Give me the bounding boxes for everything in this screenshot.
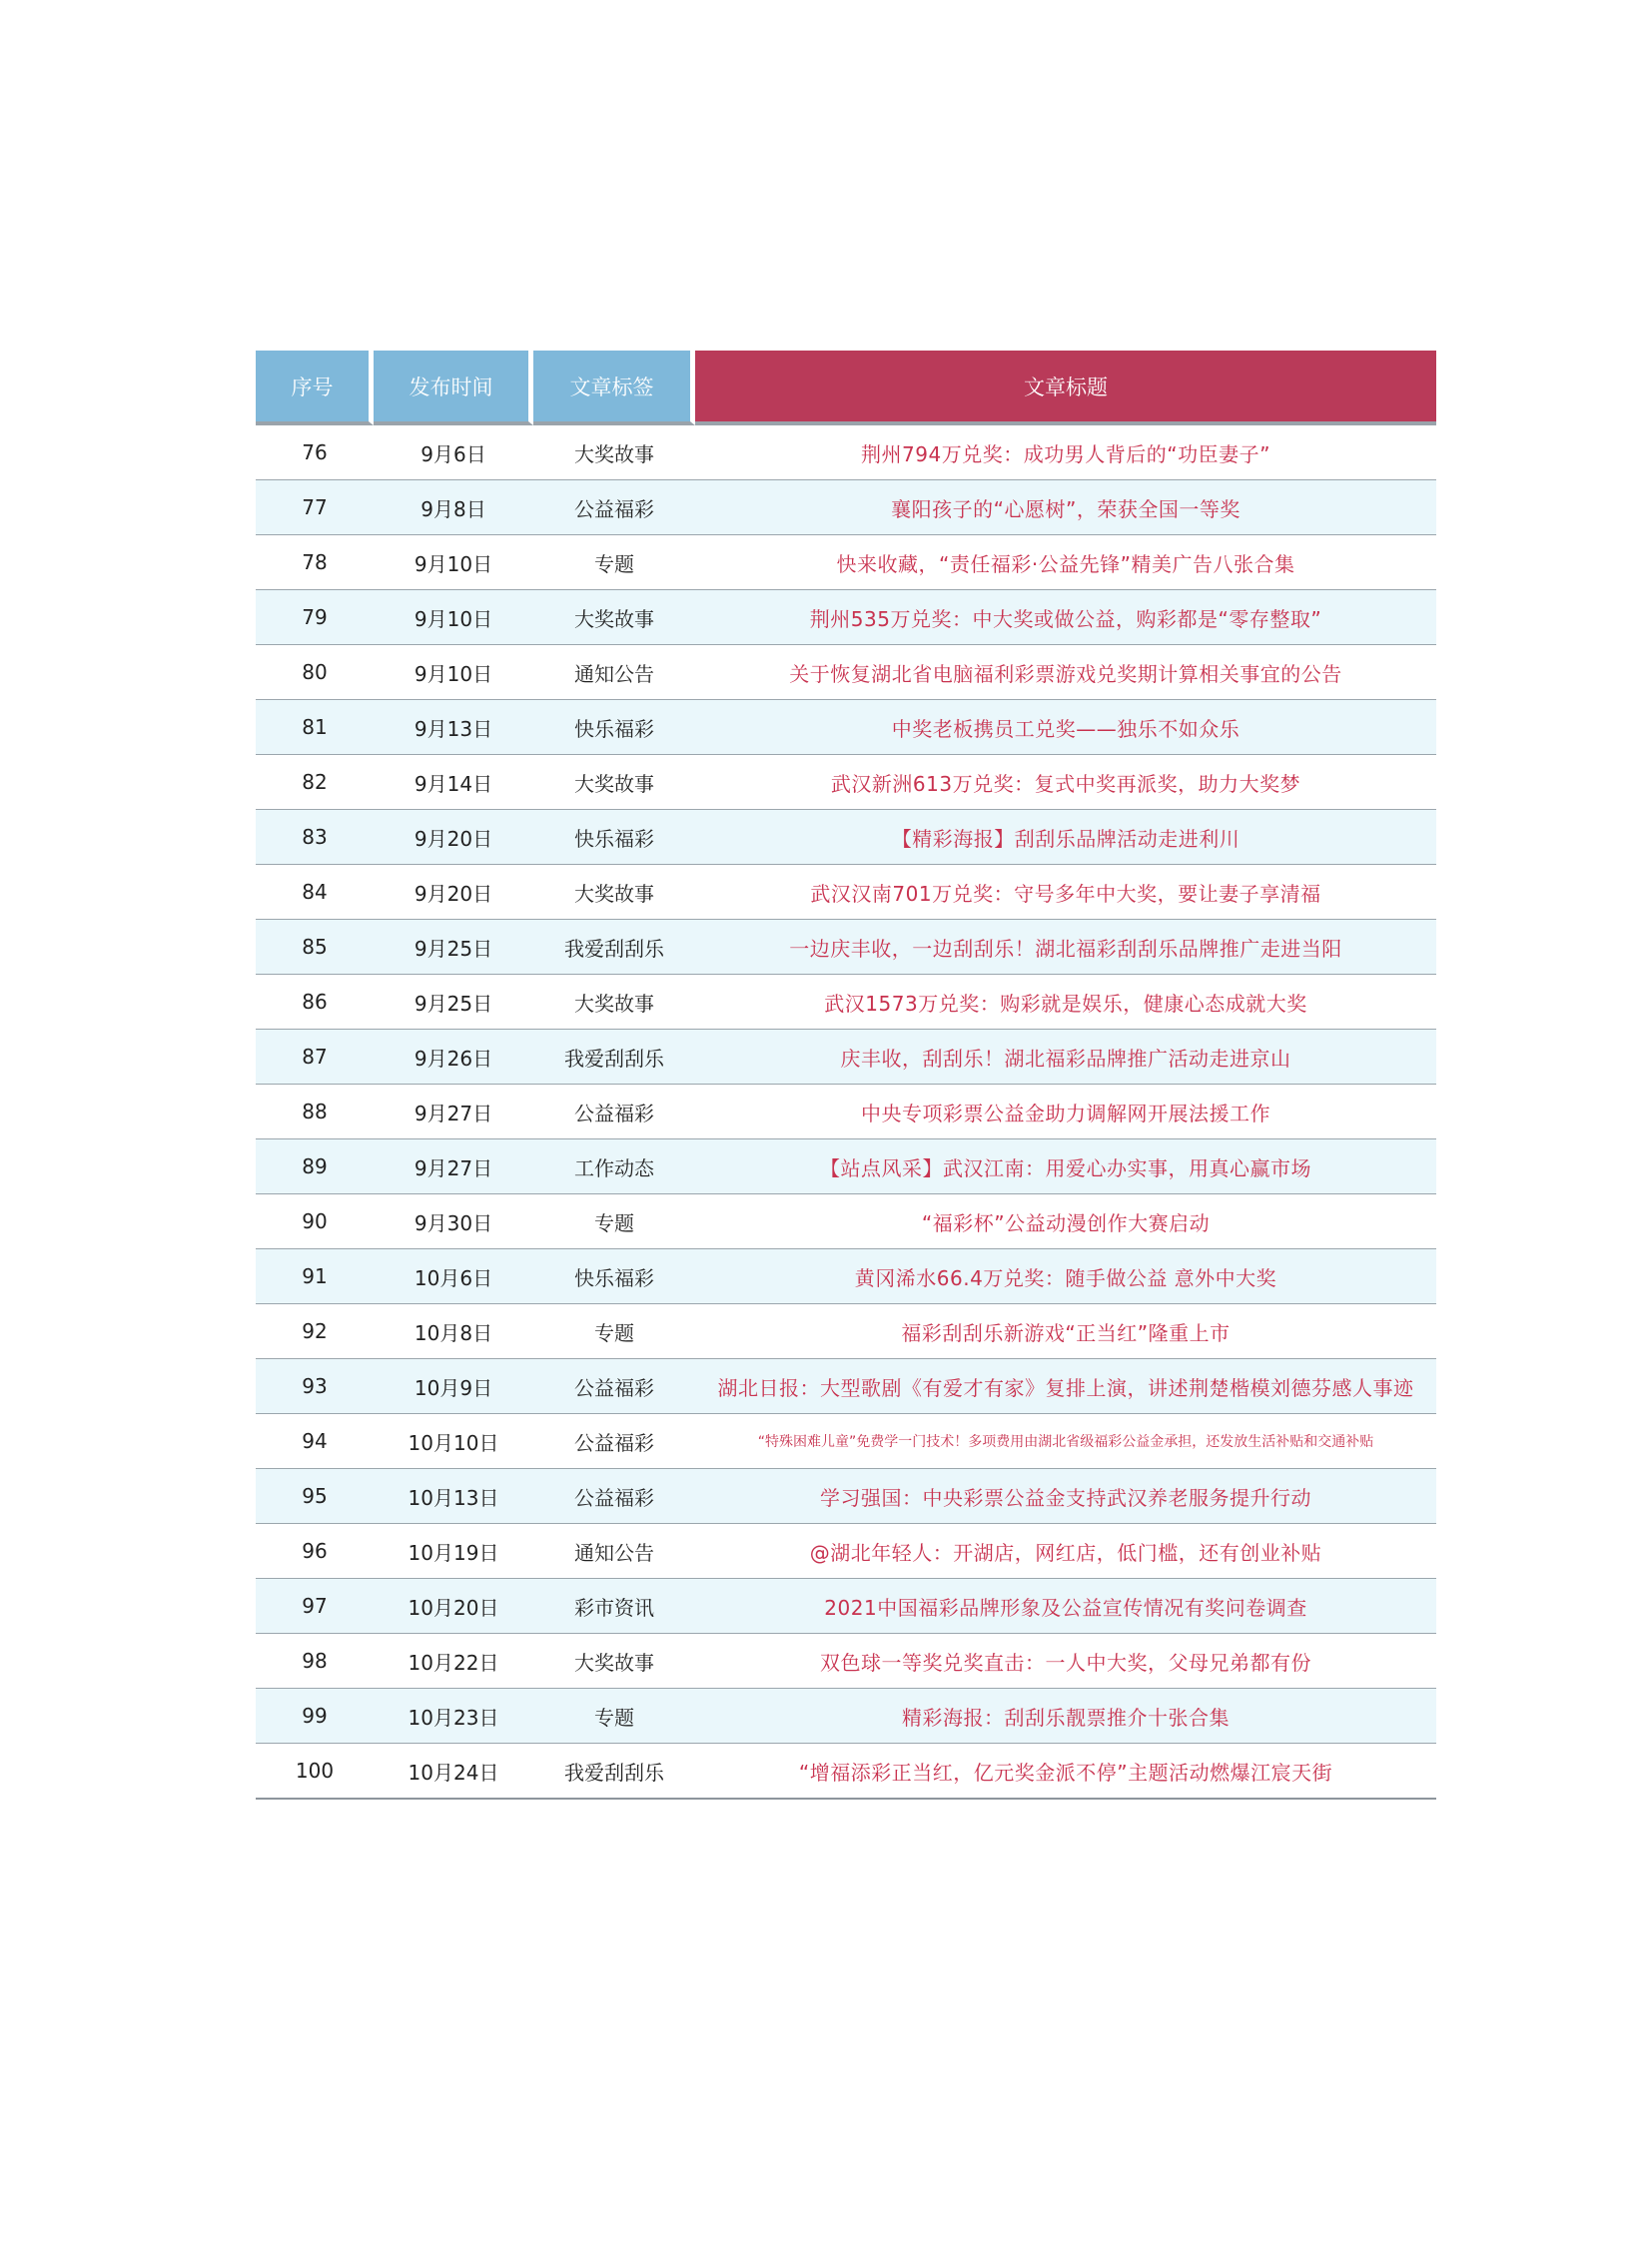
table-row xyxy=(256,920,1436,975)
table-row xyxy=(256,1139,1436,1194)
table-row xyxy=(256,425,1436,480)
cell-title[interactable]: 中央专项彩票公益金助力调解网开展法援工作 xyxy=(695,1085,1436,1139)
table-row xyxy=(256,975,1436,1030)
cell-tag: 我爱刮刮乐 xyxy=(533,920,695,975)
cell-date: 9月27日 xyxy=(374,1085,533,1139)
cell-title[interactable]: 2021中国福彩品牌形象及公益宣传情况有奖问卷调查 xyxy=(695,1579,1436,1634)
cell-title[interactable]: 快来收藏，“责任福彩·公益先锋”精美广告八张合集 xyxy=(695,535,1436,590)
cell-date: 9月14日 xyxy=(374,755,533,810)
cell-index: 90 xyxy=(256,1194,374,1249)
cell-tag: 公益福彩 xyxy=(533,1469,695,1524)
cell-date: 10月10日 xyxy=(374,1414,533,1469)
cell-tag: 我爱刮刮乐 xyxy=(533,1744,695,1800)
cell-date: 9月10日 xyxy=(374,535,533,590)
cell-index: 97 xyxy=(256,1579,374,1634)
cell-title[interactable]: 襄阳孩子的“心愿树”，荣获全国一等奖 xyxy=(695,480,1436,535)
table-row xyxy=(256,1414,1436,1469)
cell-title[interactable]: 荆州535万兑奖：中大奖或做公益，购彩都是“零存整取” xyxy=(695,590,1436,645)
table-row xyxy=(256,1304,1436,1359)
cell-tag: 公益福彩 xyxy=(533,1085,695,1139)
cell-index: 84 xyxy=(256,865,374,920)
cell-tag: 工作动态 xyxy=(533,1139,695,1194)
table-row xyxy=(256,1689,1436,1744)
cell-tag: 快乐福彩 xyxy=(533,700,695,755)
cell-index: 93 xyxy=(256,1359,374,1414)
table-header xyxy=(256,351,1436,425)
table-row xyxy=(256,755,1436,810)
header-title: 文章标题 xyxy=(695,351,1436,425)
cell-tag: 大奖故事 xyxy=(533,590,695,645)
cell-index: 89 xyxy=(256,1139,374,1194)
header-tag: 文章标签 xyxy=(533,351,695,425)
cell-title[interactable]: 湖北日报：大型歌剧《有爱才有家》复排上演，讲述荆楚楷模刘德芬感人事迹 xyxy=(695,1359,1436,1414)
cell-title[interactable]: 武汉新洲613万兑奖：复式中奖再派奖，助力大奖梦 xyxy=(695,755,1436,810)
header-index: 序号 xyxy=(256,351,374,425)
cell-title[interactable]: 中奖老板携员工兑奖——独乐不如众乐 xyxy=(695,700,1436,755)
cell-date: 9月6日 xyxy=(374,425,533,480)
cell-date: 9月26日 xyxy=(374,1030,533,1085)
cell-date: 10月6日 xyxy=(374,1249,533,1304)
cell-index: 94 xyxy=(256,1414,374,1469)
cell-date: 10月13日 xyxy=(374,1469,533,1524)
cell-date: 10月8日 xyxy=(374,1304,533,1359)
table-row xyxy=(256,1194,1436,1249)
cell-tag: 通知公告 xyxy=(533,645,695,700)
table-row xyxy=(256,1744,1436,1800)
cell-tag: 公益福彩 xyxy=(533,1359,695,1414)
cell-index: 91 xyxy=(256,1249,374,1304)
table-row xyxy=(256,645,1436,700)
cell-date: 10月23日 xyxy=(374,1689,533,1744)
cell-date: 9月25日 xyxy=(374,975,533,1030)
table-row xyxy=(256,1249,1436,1304)
cell-tag: 专题 xyxy=(533,1304,695,1359)
cell-date: 9月20日 xyxy=(374,810,533,865)
cell-title[interactable]: 武汉1573万兑奖：购彩就是娱乐，健康心态成就大奖 xyxy=(695,975,1436,1030)
cell-date: 9月10日 xyxy=(374,590,533,645)
table-row xyxy=(256,535,1436,590)
cell-tag: 专题 xyxy=(533,1194,695,1249)
cell-tag: 专题 xyxy=(533,1689,695,1744)
cell-index: 88 xyxy=(256,1085,374,1139)
cell-title[interactable]: “增福添彩正当红，亿元奖金派不停”主题活动燃爆江宸天街 xyxy=(695,1744,1436,1800)
cell-index: 87 xyxy=(256,1030,374,1085)
table-row xyxy=(256,1524,1436,1579)
cell-index: 100 xyxy=(256,1744,374,1800)
cell-index: 76 xyxy=(256,425,374,480)
cell-tag: 大奖故事 xyxy=(533,975,695,1030)
header-row xyxy=(256,351,1436,425)
cell-title[interactable]: 【精彩海报】刮刮乐品牌活动走进利川 xyxy=(695,810,1436,865)
table-row xyxy=(256,1030,1436,1085)
table-row xyxy=(256,1469,1436,1524)
table-body xyxy=(256,425,1436,1800)
cell-index: 86 xyxy=(256,975,374,1030)
cell-tag: 专题 xyxy=(533,535,695,590)
cell-tag: 快乐福彩 xyxy=(533,1249,695,1304)
article-table xyxy=(256,351,1436,1800)
cell-tag: 彩市资讯 xyxy=(533,1579,695,1634)
cell-date: 9月10日 xyxy=(374,645,533,700)
cell-date: 9月8日 xyxy=(374,480,533,535)
cell-date: 10月22日 xyxy=(374,1634,533,1689)
table-row xyxy=(256,1359,1436,1414)
cell-title[interactable]: 【站点风采】武汉江南：用爱心办实事，用真心赢市场 xyxy=(695,1139,1436,1194)
table-row xyxy=(256,590,1436,645)
cell-title[interactable]: 精彩海报：刮刮乐靓票推介十张合集 xyxy=(695,1689,1436,1744)
cell-index: 82 xyxy=(256,755,374,810)
cell-date: 9月20日 xyxy=(374,865,533,920)
cell-tag: 快乐福彩 xyxy=(533,810,695,865)
cell-index: 92 xyxy=(256,1304,374,1359)
cell-title[interactable]: 庆丰收，刮刮乐！湖北福彩品牌推广活动走进京山 xyxy=(695,1030,1436,1085)
cell-tag: 通知公告 xyxy=(533,1524,695,1579)
cell-date: 10月24日 xyxy=(374,1744,533,1800)
cell-date: 10月19日 xyxy=(374,1524,533,1579)
cell-index: 81 xyxy=(256,700,374,755)
table-row xyxy=(256,1579,1436,1634)
cell-index: 85 xyxy=(256,920,374,975)
cell-index: 80 xyxy=(256,645,374,700)
cell-tag: 我爱刮刮乐 xyxy=(533,1030,695,1085)
cell-title[interactable]: 福彩刮刮乐新游戏“正当红”隆重上市 xyxy=(695,1304,1436,1359)
cell-tag: 大奖故事 xyxy=(533,755,695,810)
table-row xyxy=(256,810,1436,865)
cell-title[interactable]: 双色球一等奖兑奖直击：一人中大奖，父母兄弟都有份 xyxy=(695,1634,1436,1689)
cell-title[interactable]: 一边庆丰收，一边刮刮乐！湖北福彩刮刮乐品牌推广走进当阳 xyxy=(695,920,1436,975)
cell-index: 98 xyxy=(256,1634,374,1689)
cell-tag: 公益福彩 xyxy=(533,1414,695,1469)
cell-title[interactable]: @湖北年轻人：开湖店，网红店，低门槛，还有创业补贴 xyxy=(695,1524,1436,1579)
cell-tag: 大奖故事 xyxy=(533,425,695,480)
cell-title[interactable]: 黄冈浠水66.4万兑奖：随手做公益 意外中大奖 xyxy=(695,1249,1436,1304)
cell-date: 9月27日 xyxy=(374,1139,533,1194)
cell-title[interactable]: 武汉汉南701万兑奖：守号多年中大奖，要让妻子享清福 xyxy=(695,865,1436,920)
cell-date: 9月13日 xyxy=(374,700,533,755)
cell-index: 83 xyxy=(256,810,374,865)
cell-date: 10月9日 xyxy=(374,1359,533,1414)
cell-title[interactable]: 学习强国：中央彩票公益金支持武汉养老服务提升行动 xyxy=(695,1469,1436,1524)
cell-index: 95 xyxy=(256,1469,374,1524)
cell-date: 9月25日 xyxy=(374,920,533,975)
cell-title[interactable]: 关于恢复湖北省电脑福利彩票游戏兑奖期计算相关事宜的公告 xyxy=(695,645,1436,700)
cell-tag: 大奖故事 xyxy=(533,865,695,920)
cell-index: 79 xyxy=(256,590,374,645)
table-row xyxy=(256,1634,1436,1689)
cell-index: 77 xyxy=(256,480,374,535)
table-row xyxy=(256,1085,1436,1139)
cell-tag: 公益福彩 xyxy=(533,480,695,535)
header-date: 发布时间 xyxy=(374,351,533,425)
cell-index: 99 xyxy=(256,1689,374,1744)
table-row xyxy=(256,865,1436,920)
cell-date: 10月20日 xyxy=(374,1579,533,1634)
cell-title[interactable]: “特殊困难儿童”免费学一门技术！多项费用由湖北省级福彩公益金承担，还发放生活补贴和交通补贴 xyxy=(695,1414,1436,1469)
table-row xyxy=(256,700,1436,755)
cell-title[interactable]: 荆州794万兑奖：成功男人背后的“功臣妻子” xyxy=(695,425,1436,480)
cell-date: 9月30日 xyxy=(374,1194,533,1249)
cell-tag: 大奖故事 xyxy=(533,1634,695,1689)
table-row xyxy=(256,480,1436,535)
cell-title[interactable]: “福彩杯”公益动漫创作大赛启动 xyxy=(695,1194,1436,1249)
cell-index: 96 xyxy=(256,1524,374,1579)
cell-index: 78 xyxy=(256,535,374,590)
